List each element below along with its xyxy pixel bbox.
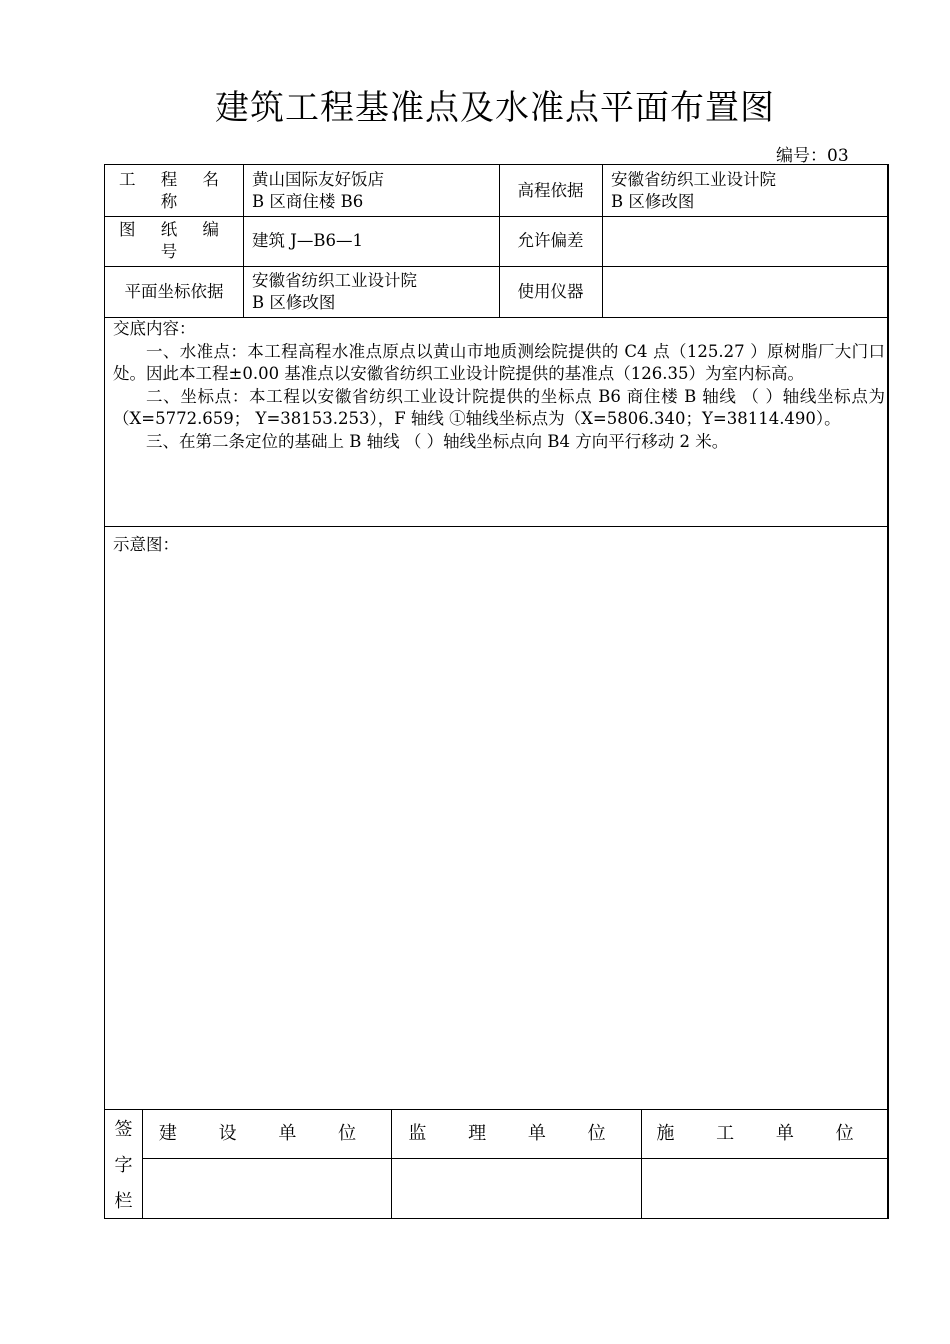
builder-unit-header: 施 工 单 位	[656, 1122, 872, 1144]
instrument-label: 使用仪器	[517, 281, 584, 301]
briefing-heading: 交底内容：	[113, 319, 196, 338]
briefing-paragraph-3: 三、在第二条定位的基础上 B 轴线 （ ）轴线坐标点向 B4 方向平行移动 2 米。	[146, 431, 729, 451]
elevation-basis-label: 高程依据	[517, 180, 584, 200]
instrument-value	[611, 266, 886, 317]
builder-unit-signature[interactable]	[642, 1159, 886, 1217]
col-divider-1	[243, 165, 244, 317]
supervision-unit-header: 监 理 单 位	[408, 1122, 624, 1144]
supervision-unit-signature[interactable]	[392, 1159, 641, 1217]
plane-coord-label: 平面坐标依据	[124, 281, 224, 301]
elevation-basis-value	[611, 165, 886, 216]
form-frame	[104, 164, 889, 1219]
briefing-paragraph-1: 一、水准点：本工程高程水准点原点以黄山市地质测绘院提供的 C4 点（125.27 ）原树脂厂大门口处。因此本工程±0.00 基准点以安徽省纺织工业设计院提供的基准点（126.35）为室内标高。	[113, 341, 885, 383]
drawing-no-label: 图 纸 编 号	[119, 220, 229, 261]
signature-char-1: 签	[114, 1119, 133, 1140]
tolerance-value	[611, 216, 886, 266]
signature-char-2: 字	[114, 1155, 133, 1176]
plane-coord-line1: 安徽省纺织工业设计院	[252, 270, 417, 290]
sketch-label: 示意图：	[113, 535, 179, 554]
signature-char-3: 栏	[114, 1191, 133, 1212]
signature-column-label	[105, 1110, 142, 1218]
briefing-section	[113, 318, 885, 453]
drawing-no-value: 建筑 J—B6—1	[252, 231, 363, 250]
col-divider-3	[602, 165, 603, 317]
row-divider-4	[105, 526, 887, 527]
document-title: 建筑工程基准点及水准点平面布置图	[215, 88, 775, 128]
elevation-basis-line1: 安徽省纺织工业设计院	[611, 169, 776, 189]
plane-coord-value	[252, 266, 497, 317]
elevation-basis-line2: B 区修改图	[611, 191, 695, 211]
document-number: 编号：03	[776, 146, 849, 166]
construction-unit-header: 建 设 单 位	[158, 1122, 375, 1144]
project-name-line2: B 区商住楼 B6	[252, 191, 364, 211]
briefing-paragraph-2: 二、坐标点：本工程以安徽省纺织工业设计院提供的坐标点 B6 商住楼 B 轴线 （ ）轴线坐标点为（X=5772.659； Y=38153.253），F 轴线 ①轴线坐标点为（X=5806.340；Y=38114.490）。	[113, 386, 885, 428]
project-name-line1: 黄山国际友好饭店	[252, 169, 384, 189]
project-name-label: 工 程 名 称	[119, 169, 229, 211]
plane-coord-line2: B 区修改图	[252, 292, 336, 312]
project-name-value	[252, 165, 497, 216]
tolerance-label: 允许偏差	[517, 231, 584, 250]
construction-unit-signature[interactable]	[143, 1159, 391, 1217]
